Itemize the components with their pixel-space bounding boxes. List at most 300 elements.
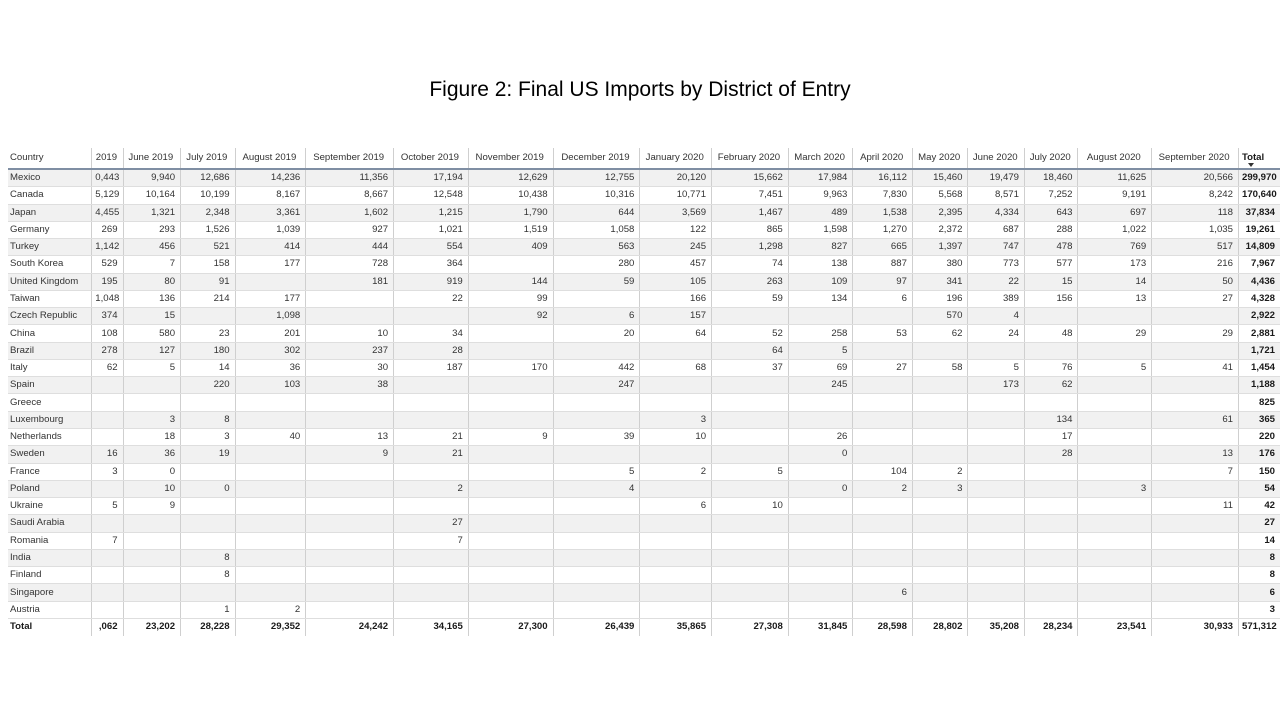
cell-value: 170 (468, 359, 553, 376)
column-header-month[interactable]: July 2019 (181, 148, 236, 169)
cell-value: 8,167 (235, 187, 306, 204)
row-total: 8 (1238, 567, 1280, 584)
cell-value (853, 515, 913, 532)
cell-value (235, 480, 306, 497)
cell-value: 103 (235, 377, 306, 394)
cell-value (306, 532, 394, 549)
cell-value (968, 428, 1025, 445)
cell-value: 62 (92, 359, 123, 376)
cell-value: 2,372 (912, 221, 968, 238)
cell-value (123, 584, 181, 601)
row-total: 3 (1238, 601, 1280, 618)
row-country: China (8, 325, 92, 342)
cell-value (394, 549, 469, 566)
cell-value: 1,538 (853, 204, 913, 221)
cell-value (788, 532, 853, 549)
cell-value (553, 549, 640, 566)
cell-value: 563 (553, 239, 640, 256)
cell-value (788, 567, 853, 584)
cell-value (468, 584, 553, 601)
cell-value: 456 (123, 239, 181, 256)
cell-value: 4 (553, 480, 640, 497)
cell-value (1024, 515, 1078, 532)
cell-value: 489 (788, 204, 853, 221)
row-country: Singapore (8, 584, 92, 601)
cell-value (235, 532, 306, 549)
column-header-month[interactable]: October 2019 (394, 148, 469, 169)
cell-value (181, 532, 236, 549)
cell-value (853, 377, 913, 394)
column-header-month[interactable]: November 2019 (468, 148, 553, 169)
cell-value: 91 (181, 273, 236, 290)
cell-value (181, 498, 236, 515)
cell-value: 554 (394, 239, 469, 256)
cell-value: 20,566 (1152, 169, 1239, 187)
total-cell: 28,228 (181, 618, 236, 636)
row-total: 220 (1238, 428, 1280, 445)
cell-value: 1,048 (92, 290, 123, 307)
cell-value (468, 532, 553, 549)
totals-label: Total (8, 618, 92, 636)
table-row (8, 584, 1280, 601)
table-row (8, 498, 1280, 515)
column-header-month[interactable]: September 2020 (1152, 148, 1239, 169)
cell-value: 21 (394, 428, 469, 445)
cell-value: 643 (1024, 204, 1078, 221)
cell-value: 187 (394, 359, 469, 376)
cell-value: 27 (394, 515, 469, 532)
cell-value (394, 394, 469, 411)
column-header-month[interactable]: June 2019 (123, 148, 181, 169)
cell-value (1078, 446, 1152, 463)
row-country: Japan (8, 204, 92, 221)
cell-value (468, 394, 553, 411)
cell-value (92, 394, 123, 411)
cell-value (712, 411, 789, 428)
cell-value (306, 567, 394, 584)
cell-value: 29 (1078, 325, 1152, 342)
cell-value: 288 (1024, 221, 1078, 238)
cell-value (640, 480, 712, 497)
cell-value: 17,194 (394, 169, 469, 187)
cell-value (968, 394, 1025, 411)
cell-value (788, 584, 853, 601)
row-country: Taiwan (8, 290, 92, 307)
table-row (8, 239, 1280, 256)
cell-value (92, 377, 123, 394)
cell-value (1152, 567, 1239, 584)
cell-value (1078, 308, 1152, 325)
row-total: 14,809 (1238, 239, 1280, 256)
cell-value (712, 532, 789, 549)
table-row (8, 411, 1280, 428)
column-header-month[interactable]: February 2020 (712, 148, 789, 169)
cell-value (1024, 567, 1078, 584)
cell-value: 15 (1024, 273, 1078, 290)
cell-value: 409 (468, 239, 553, 256)
row-country: Mexico (8, 169, 92, 187)
cell-value: 414 (235, 239, 306, 256)
grand-total: 571,312 (1238, 618, 1280, 636)
cell-value (553, 342, 640, 359)
cell-value (394, 601, 469, 618)
row-country: Finland (8, 567, 92, 584)
cell-value (1024, 549, 1078, 566)
cell-value: 4 (968, 308, 1025, 325)
cell-value: 99 (468, 290, 553, 307)
cell-value: 34 (394, 325, 469, 342)
cell-value: 9,191 (1078, 187, 1152, 204)
cell-value (712, 549, 789, 566)
cell-value: 444 (306, 239, 394, 256)
cell-value (92, 428, 123, 445)
figure-title: Figure 2: Final US Imports by District of Entry (429, 78, 851, 101)
cell-value: 0 (788, 446, 853, 463)
total-cell: 35,865 (640, 618, 712, 636)
cell-value: 23 (181, 325, 236, 342)
cell-value: 92 (468, 308, 553, 325)
cell-value: 2 (640, 463, 712, 480)
cell-value (92, 549, 123, 566)
cell-value (468, 342, 553, 359)
column-header-month[interactable]: June 2020 (968, 148, 1025, 169)
column-header-month[interactable]: January 2020 (640, 148, 712, 169)
cell-value (92, 411, 123, 428)
row-country: Turkey (8, 239, 92, 256)
cell-value (235, 498, 306, 515)
cell-value (1152, 549, 1239, 566)
cell-value (968, 601, 1025, 618)
table-row (8, 394, 1280, 411)
table-row (8, 273, 1280, 290)
cell-value: 36 (235, 359, 306, 376)
row-total: 2,922 (1238, 308, 1280, 325)
cell-value (1024, 532, 1078, 549)
cell-value: 7,830 (853, 187, 913, 204)
cell-value: 108 (92, 325, 123, 342)
cell-value (788, 411, 853, 428)
cell-value (123, 567, 181, 584)
cell-value: 10,164 (123, 187, 181, 204)
column-header-month[interactable]: September 2019 (306, 148, 394, 169)
column-header-month[interactable]: August 2019 (235, 148, 306, 169)
cell-value (553, 601, 640, 618)
cell-value (394, 498, 469, 515)
cell-value (92, 601, 123, 618)
table-row (8, 446, 1280, 463)
cell-value: 5 (123, 359, 181, 376)
cell-value: 2,348 (181, 204, 236, 221)
cell-value (123, 532, 181, 549)
cell-value: 14 (181, 359, 236, 376)
cell-value (912, 498, 968, 515)
imports-table (8, 148, 1280, 636)
cell-value (235, 515, 306, 532)
cell-value: 109 (788, 273, 853, 290)
cell-value (640, 601, 712, 618)
cell-value (912, 567, 968, 584)
cell-value: 8 (181, 549, 236, 566)
cell-value: 10 (306, 325, 394, 342)
cell-value (640, 532, 712, 549)
cell-value: 37 (712, 359, 789, 376)
row-country: Ukraine (8, 498, 92, 515)
cell-value (968, 480, 1025, 497)
table-row (8, 532, 1280, 549)
column-header-month[interactable]: March 2020 (788, 148, 853, 169)
cell-value (712, 377, 789, 394)
cell-value (468, 411, 553, 428)
row-country: Saudi Arabia (8, 515, 92, 532)
cell-value (912, 446, 968, 463)
column-header-country[interactable]: Country (8, 148, 92, 169)
column-header-month[interactable]: December 2019 (553, 148, 640, 169)
cell-value (853, 428, 913, 445)
cell-value: 8,667 (306, 187, 394, 204)
cell-value: 28 (1024, 446, 1078, 463)
cell-value: 62 (912, 325, 968, 342)
cell-value (968, 498, 1025, 515)
cell-value (181, 463, 236, 480)
row-country: Greece (8, 394, 92, 411)
total-cell: 35,208 (968, 618, 1025, 636)
cell-value: 517 (1152, 239, 1239, 256)
cell-value: 0 (123, 463, 181, 480)
cell-value: 5 (553, 463, 640, 480)
cell-value (468, 446, 553, 463)
cell-value (1078, 411, 1152, 428)
totals-row (8, 618, 1280, 636)
cell-value (553, 567, 640, 584)
cell-value (468, 601, 553, 618)
cell-value: 0 (181, 480, 236, 497)
cell-value (235, 584, 306, 601)
cell-value: 14,236 (235, 169, 306, 187)
cell-value: 919 (394, 273, 469, 290)
column-header-total[interactable] (1238, 148, 1280, 169)
cell-value (92, 480, 123, 497)
cell-value (640, 446, 712, 463)
cell-value: 122 (640, 221, 712, 238)
row-total: 2,881 (1238, 325, 1280, 342)
cell-value (712, 394, 789, 411)
cell-value (968, 446, 1025, 463)
cell-value (181, 394, 236, 411)
cell-value (553, 446, 640, 463)
cell-value: 11,625 (1078, 169, 1152, 187)
cell-value: 7,451 (712, 187, 789, 204)
cell-value (1078, 549, 1152, 566)
cell-value: 15,460 (912, 169, 968, 187)
cell-value (1152, 515, 1239, 532)
row-country: Germany (8, 221, 92, 238)
cell-value: 580 (123, 325, 181, 342)
cell-value: 13 (306, 428, 394, 445)
cell-value: 457 (640, 256, 712, 273)
cell-value: 10,771 (640, 187, 712, 204)
cell-value (968, 463, 1025, 480)
row-total: 54 (1238, 480, 1280, 497)
row-total: 6 (1238, 584, 1280, 601)
cell-value: 166 (640, 290, 712, 307)
cell-value (394, 377, 469, 394)
cell-value: 134 (788, 290, 853, 307)
cell-value: 15,662 (712, 169, 789, 187)
cell-value (968, 411, 1025, 428)
cell-value (92, 567, 123, 584)
cell-value: 6 (553, 308, 640, 325)
cell-value: 4,334 (968, 204, 1025, 221)
cell-value: 158 (181, 256, 236, 273)
column-header-month[interactable]: 2019 (92, 148, 123, 169)
cell-value (1152, 342, 1239, 359)
cell-value: 21 (394, 446, 469, 463)
cell-value: 14 (1078, 273, 1152, 290)
cell-value: 442 (553, 359, 640, 376)
cell-value (640, 549, 712, 566)
cell-value: 1,021 (394, 221, 469, 238)
cell-value: 177 (235, 290, 306, 307)
cell-value (1152, 428, 1239, 445)
cell-value (1152, 584, 1239, 601)
imports-table-container[interactable] (8, 148, 1280, 633)
cell-value (788, 308, 853, 325)
row-country: Netherlands (8, 428, 92, 445)
cell-value: 97 (853, 273, 913, 290)
cell-value: 3,361 (235, 204, 306, 221)
cell-value: 136 (123, 290, 181, 307)
total-cell: 28,598 (853, 618, 913, 636)
row-total: 37,834 (1238, 204, 1280, 221)
cell-value: 16 (92, 446, 123, 463)
cell-value (468, 480, 553, 497)
cell-value (1024, 584, 1078, 601)
cell-value: 11,356 (306, 169, 394, 187)
cell-value (468, 498, 553, 515)
table-row (8, 290, 1280, 307)
cell-value: 177 (235, 256, 306, 273)
cell-value: 134 (1024, 411, 1078, 428)
cell-value (853, 394, 913, 411)
cell-value: 1,526 (181, 221, 236, 238)
cell-value (306, 308, 394, 325)
cell-value: 52 (712, 325, 789, 342)
cell-value (394, 567, 469, 584)
cell-value: 19,479 (968, 169, 1025, 187)
cell-value: 237 (306, 342, 394, 359)
total-cell: 29,352 (235, 618, 306, 636)
row-country: South Korea (8, 256, 92, 273)
sort-descending-icon[interactable] (1248, 163, 1254, 167)
table-row (8, 221, 1280, 238)
cell-value (468, 377, 553, 394)
cell-value (712, 308, 789, 325)
total-cell: 28,802 (912, 618, 968, 636)
cell-value: 478 (1024, 239, 1078, 256)
cell-value: 20 (553, 325, 640, 342)
cell-value (788, 463, 853, 480)
cell-value: 827 (788, 239, 853, 256)
cell-value: 3 (912, 480, 968, 497)
cell-value: 27 (1152, 290, 1239, 307)
cell-value: 80 (123, 273, 181, 290)
cell-value: 10,199 (181, 187, 236, 204)
table-row (8, 567, 1280, 584)
cell-value (553, 411, 640, 428)
cell-value: 12,548 (394, 187, 469, 204)
total-cell: 31,845 (788, 618, 853, 636)
column-header-month[interactable]: August 2020 (1078, 148, 1152, 169)
cell-value (968, 515, 1025, 532)
row-total: 176 (1238, 446, 1280, 463)
cell-value: 10 (640, 428, 712, 445)
cell-value: 10 (712, 498, 789, 515)
cell-value (912, 601, 968, 618)
cell-value (912, 394, 968, 411)
cell-value: 1,397 (912, 239, 968, 256)
total-cell: ,062 (92, 618, 123, 636)
cell-value: 927 (306, 221, 394, 238)
cell-value: 687 (968, 221, 1025, 238)
row-country: Canada (8, 187, 92, 204)
cell-value (853, 411, 913, 428)
cell-value: 8,571 (968, 187, 1025, 204)
cell-value (788, 515, 853, 532)
column-header-month[interactable]: April 2020 (853, 148, 913, 169)
cell-value (1078, 515, 1152, 532)
cell-value: 747 (968, 239, 1025, 256)
cell-value (968, 532, 1025, 549)
cell-value (553, 498, 640, 515)
row-total: 27 (1238, 515, 1280, 532)
cell-value: 1,098 (235, 308, 306, 325)
cell-value: 3 (123, 411, 181, 428)
cell-value (640, 567, 712, 584)
cell-value: 5 (968, 359, 1025, 376)
cell-value (1152, 532, 1239, 549)
column-header-month[interactable]: July 2020 (1024, 148, 1078, 169)
cell-value: 18 (123, 428, 181, 445)
column-header-month[interactable]: May 2020 (912, 148, 968, 169)
cell-value: 247 (553, 377, 640, 394)
cell-value: 36 (123, 446, 181, 463)
cell-value: 9 (306, 446, 394, 463)
cell-value (468, 325, 553, 342)
cell-value (1152, 377, 1239, 394)
cell-value: 16,112 (853, 169, 913, 187)
cell-value: 697 (1078, 204, 1152, 221)
cell-value: 4,455 (92, 204, 123, 221)
total-cell: 23,202 (123, 618, 181, 636)
cell-value: 529 (92, 256, 123, 273)
cell-value: 5 (92, 498, 123, 515)
cell-value (181, 308, 236, 325)
cell-value: 341 (912, 273, 968, 290)
cell-value: 12,629 (468, 169, 553, 187)
table-row (8, 169, 1280, 187)
row-total: 4,436 (1238, 273, 1280, 290)
cell-value: 1 (181, 601, 236, 618)
cell-value (853, 532, 913, 549)
cell-value (468, 463, 553, 480)
cell-value: 8 (181, 567, 236, 584)
cell-value (1078, 601, 1152, 618)
cell-value: 263 (712, 273, 789, 290)
cell-value: 521 (181, 239, 236, 256)
cell-value: 577 (1024, 256, 1078, 273)
cell-value: 1,022 (1078, 221, 1152, 238)
row-total: 42 (1238, 498, 1280, 515)
